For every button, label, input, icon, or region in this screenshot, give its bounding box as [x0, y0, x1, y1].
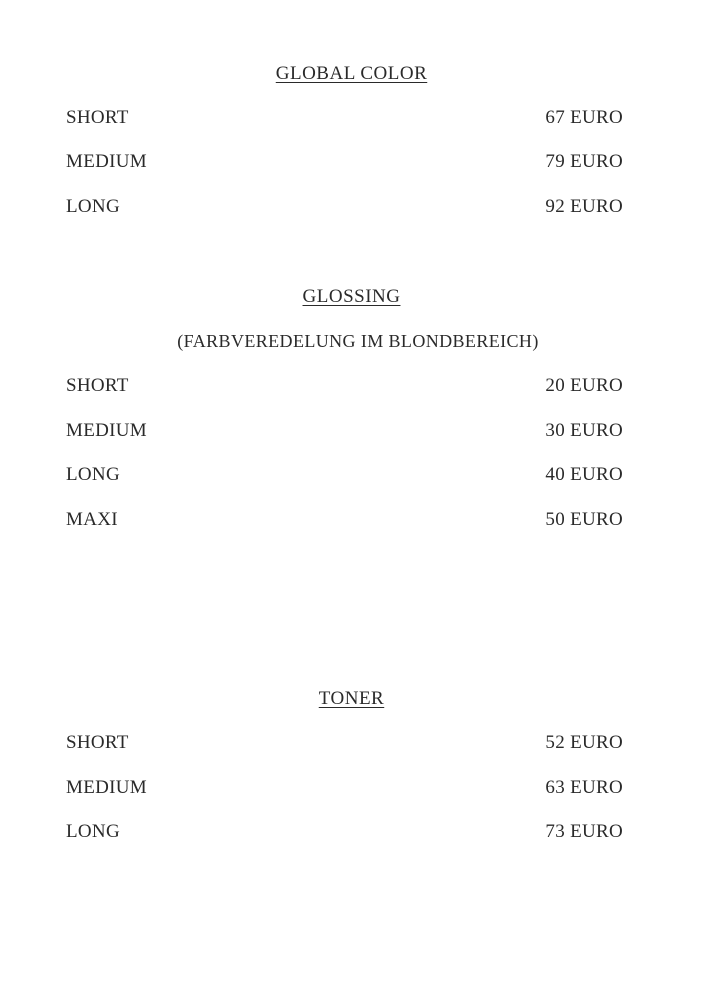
price-row — [66, 510, 623, 532]
price-value: 73 EURO — [545, 821, 623, 842]
price-value: 63 EURO — [545, 777, 623, 798]
section-title-global-color — [0, 64, 703, 83]
length-label: MEDIUM — [66, 777, 147, 798]
length-label: SHORT — [66, 732, 129, 753]
price-value: 50 EURO — [545, 509, 623, 530]
length-label: LONG — [66, 464, 120, 485]
length-label: LONG — [66, 821, 120, 842]
section-title-text: GLOSSING — [302, 286, 401, 307]
price-row — [66, 108, 623, 130]
length-label: LONG — [66, 196, 120, 217]
price-value: 67 EURO — [545, 107, 623, 128]
length-label: MEDIUM — [66, 420, 147, 441]
price-row — [66, 733, 623, 755]
price-value: 40 EURO — [545, 464, 623, 485]
price-value: 20 EURO — [545, 375, 623, 396]
price-row — [66, 152, 623, 174]
price-row — [66, 465, 623, 487]
price-row — [66, 197, 623, 219]
section-title-glossing — [0, 287, 703, 306]
section-title-toner — [0, 689, 703, 708]
price-value: 92 EURO — [545, 196, 623, 217]
price-value: 52 EURO — [545, 732, 623, 753]
price-row — [66, 376, 623, 398]
price-row — [66, 778, 623, 800]
length-label: MAXI — [66, 509, 118, 530]
section-subtitle: (FARBVEREDELUNG IM BLONDBEREICH) — [177, 331, 539, 351]
length-label: SHORT — [66, 375, 129, 396]
price-value: 30 EURO — [545, 420, 623, 441]
price-value: 79 EURO — [545, 151, 623, 172]
section-title-text: GLOBAL COLOR — [275, 63, 428, 84]
price-row — [66, 822, 623, 844]
price-row — [66, 421, 623, 443]
length-label: MEDIUM — [66, 151, 147, 172]
length-label: SHORT — [66, 107, 129, 128]
section-title-text: TONER — [318, 688, 385, 709]
